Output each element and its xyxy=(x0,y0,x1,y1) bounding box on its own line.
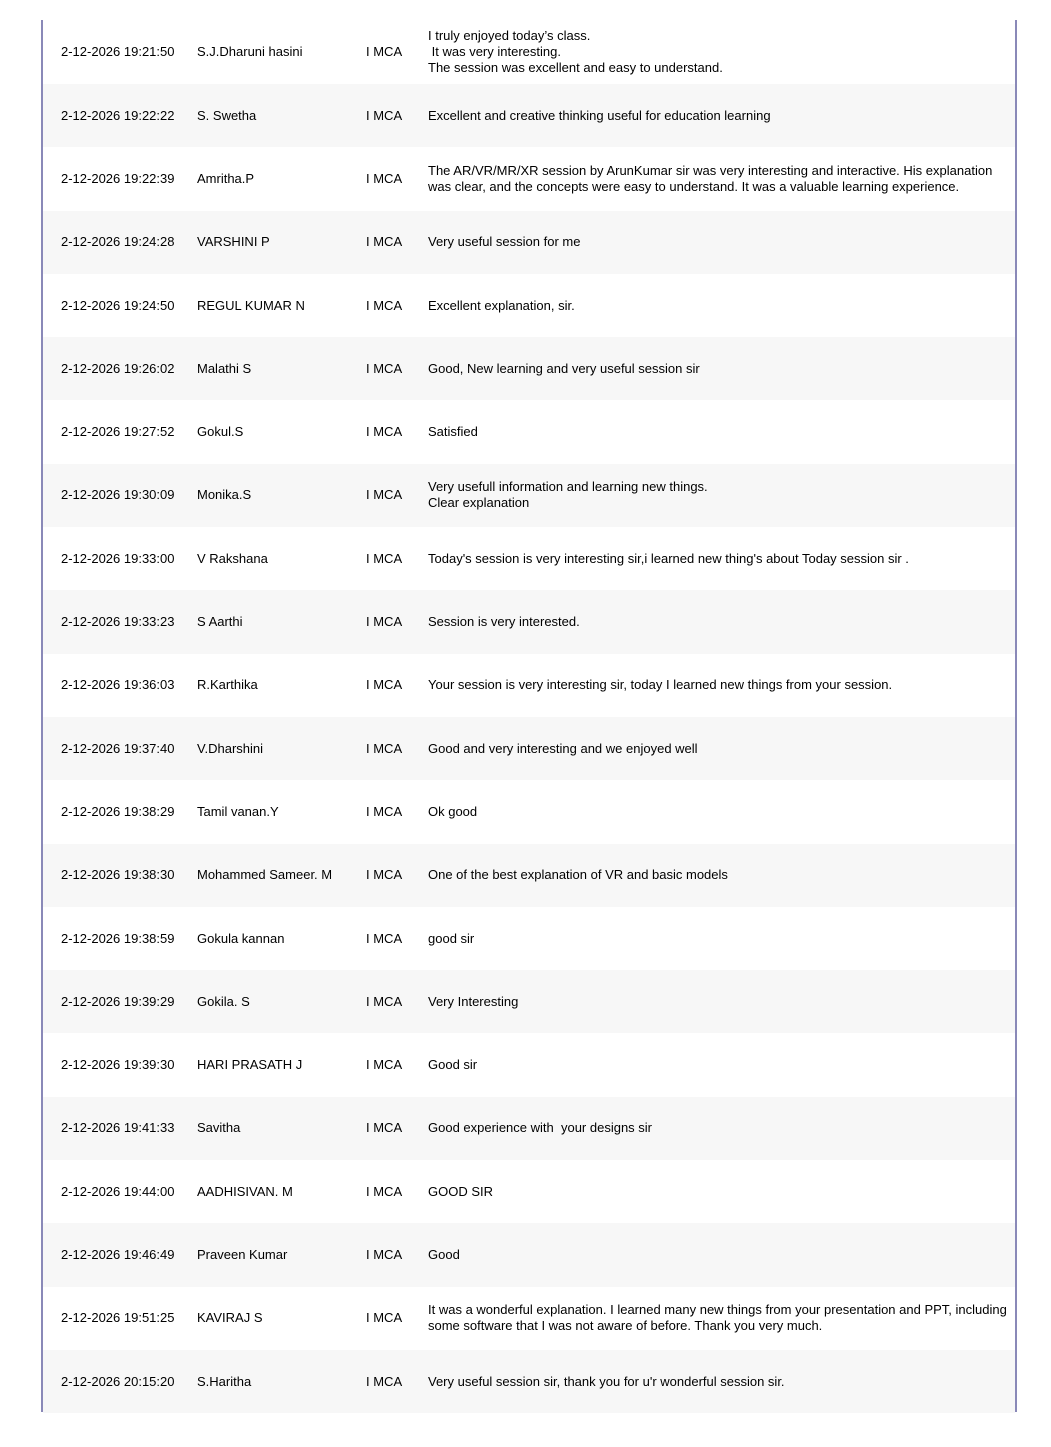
name-cell xyxy=(197,1350,367,1413)
timestamp-cell-text: 2-12-2026 19:39:29 xyxy=(61,993,175,1009)
timestamp-cell xyxy=(61,1287,201,1350)
timestamp-cell-text: 2-12-2026 19:33:00 xyxy=(61,550,175,566)
feedback-cell xyxy=(428,1033,1011,1096)
feedback-cell-text: Satisfied xyxy=(428,424,478,440)
class-cell-text: I MCA xyxy=(366,1120,403,1136)
feedback-cell-text: GOOD SIR xyxy=(428,1183,494,1199)
name-cell-text: Malathi S xyxy=(197,360,252,376)
table-row xyxy=(43,844,1015,907)
timestamp-cell-text: 2-12-2026 19:36:03 xyxy=(61,677,175,693)
feedback-cell-text: Very Interesting xyxy=(428,993,519,1009)
name-cell-text: S. Swetha xyxy=(197,107,257,123)
name-cell-text: V Rakshana xyxy=(197,550,268,566)
class-cell-text: I MCA xyxy=(366,1183,403,1199)
feedback-cell xyxy=(428,1160,1011,1223)
name-cell-text: HARI PRASATH J xyxy=(197,1057,303,1073)
feedback-cell xyxy=(428,211,1011,274)
feedback-cell xyxy=(428,400,1011,463)
class-cell-text: I MCA xyxy=(366,1057,403,1073)
timestamp-cell xyxy=(61,464,201,527)
timestamp-cell-text: 2-12-2026 20:15:20 xyxy=(61,1373,175,1389)
name-cell xyxy=(197,20,367,84)
table-row xyxy=(43,1097,1015,1160)
class-cell-text: I MCA xyxy=(366,234,403,250)
class-cell-text: I MCA xyxy=(366,487,403,503)
class-cell-text: I MCA xyxy=(366,803,403,819)
class-cell xyxy=(366,20,426,84)
table-row xyxy=(43,590,1015,653)
table-row xyxy=(43,717,1015,780)
timestamp-cell xyxy=(61,654,201,717)
feedback-cell-text: Your session is very interesting sir, today I learned new things from your session. xyxy=(428,677,893,693)
feedback-cell xyxy=(428,464,1011,527)
feedback-cell-text: Very usefull information and learning new things. Clear explanation xyxy=(428,479,708,511)
name-cell xyxy=(197,1160,367,1223)
class-cell xyxy=(366,1033,426,1096)
feedback-cell xyxy=(428,1097,1011,1160)
class-cell xyxy=(366,464,426,527)
feedback-cell xyxy=(428,907,1011,970)
feedback-cell xyxy=(428,654,1011,717)
timestamp-cell-text: 2-12-2026 19:30:09 xyxy=(61,487,175,503)
timestamp-cell xyxy=(61,844,201,907)
feedback-cell xyxy=(428,1287,1011,1350)
feedback-cell-text: Excellent explanation, sir. xyxy=(428,297,575,313)
timestamp-cell xyxy=(61,337,201,400)
feedback-cell-text: Very useful session sir, thank you for u'r wonderful session sir. xyxy=(428,1373,785,1389)
timestamp-cell xyxy=(61,970,201,1033)
class-cell-text: I MCA xyxy=(366,297,403,313)
class-cell xyxy=(366,844,426,907)
name-cell-text: AADHISIVAN. M xyxy=(197,1183,293,1199)
name-cell xyxy=(197,400,367,463)
name-cell xyxy=(197,337,367,400)
class-cell xyxy=(366,654,426,717)
feedback-cell xyxy=(428,20,1011,84)
feedback-cell-text: Very useful session for me xyxy=(428,234,581,250)
name-cell-text: Gokula kannan xyxy=(197,930,285,946)
timestamp-cell xyxy=(61,1223,201,1286)
feedback-cell xyxy=(428,590,1011,653)
timestamp-cell xyxy=(61,1160,201,1223)
timestamp-cell xyxy=(61,527,201,590)
timestamp-cell-text: 2-12-2026 19:38:29 xyxy=(61,803,175,819)
feedback-cell xyxy=(428,717,1011,780)
table-row xyxy=(43,20,1015,84)
name-cell xyxy=(197,1223,367,1286)
name-cell-text: Savitha xyxy=(197,1120,241,1136)
class-cell xyxy=(366,84,426,147)
timestamp-cell-text: 2-12-2026 19:37:40 xyxy=(61,740,175,756)
class-cell xyxy=(366,400,426,463)
name-cell-text: Tamil vanan.Y xyxy=(197,803,279,819)
name-cell-text: S.Haritha xyxy=(197,1373,252,1389)
feedback-cell xyxy=(428,844,1011,907)
feedback-cell xyxy=(428,527,1011,590)
timestamp-cell xyxy=(61,20,201,84)
timestamp-cell xyxy=(61,1097,201,1160)
timestamp-cell-text: 2-12-2026 19:41:33 xyxy=(61,1120,175,1136)
name-cell-text: KAVIRAJ S xyxy=(197,1310,263,1326)
class-cell-text: I MCA xyxy=(366,677,403,693)
name-cell xyxy=(197,1287,367,1350)
name-cell-text: V.Dharshini xyxy=(197,740,264,756)
table-row xyxy=(43,1223,1015,1286)
timestamp-cell-text: 2-12-2026 19:39:30 xyxy=(61,1057,175,1073)
class-cell xyxy=(366,1223,426,1286)
class-cell xyxy=(366,147,426,210)
class-cell-text: I MCA xyxy=(366,614,403,630)
feedback-cell xyxy=(428,1350,1011,1413)
timestamp-cell xyxy=(61,1350,201,1413)
class-cell xyxy=(366,1350,426,1413)
feedback-cell xyxy=(428,274,1011,337)
name-cell-text: Gokila. S xyxy=(197,993,250,1009)
name-cell xyxy=(197,780,367,843)
feedback-cell-text: good sir xyxy=(428,930,475,946)
class-cell-text: I MCA xyxy=(366,930,403,946)
timestamp-cell-text: 2-12-2026 19:44:00 xyxy=(61,1183,175,1199)
table-row xyxy=(43,464,1015,527)
name-cell xyxy=(197,907,367,970)
timestamp-cell xyxy=(61,274,201,337)
feedback-cell-text: Good sir xyxy=(428,1057,478,1073)
table-row xyxy=(43,84,1015,147)
class-cell xyxy=(366,274,426,337)
class-cell xyxy=(366,717,426,780)
table-row xyxy=(43,1287,1015,1350)
name-cell-text: R.Karthika xyxy=(197,677,258,693)
name-cell xyxy=(197,527,367,590)
class-cell xyxy=(366,780,426,843)
table-row xyxy=(43,970,1015,1033)
timestamp-cell-text: 2-12-2026 19:21:50 xyxy=(61,44,175,59)
class-cell-text: I MCA xyxy=(366,550,403,566)
name-cell xyxy=(197,717,367,780)
timestamp-cell-text: 2-12-2026 19:33:23 xyxy=(61,614,175,630)
table-row xyxy=(43,147,1015,210)
feedback-cell-text: Ok good xyxy=(428,803,478,819)
feedback-cell xyxy=(428,147,1011,210)
feedback-cell-text: The AR/VR/MR/XR session by ArunKumar sir was very interesting and interactive. His explanation was clear, and the concepts were easy to understand. It was a valuable learning experience. xyxy=(428,162,996,194)
table-row xyxy=(43,1160,1015,1223)
class-cell xyxy=(366,527,426,590)
name-cell-text: Amritha.P xyxy=(197,170,255,186)
timestamp-cell xyxy=(61,907,201,970)
class-cell xyxy=(366,1287,426,1350)
class-cell-text: I MCA xyxy=(366,1246,403,1262)
table-row xyxy=(43,907,1015,970)
timestamp-cell-text: 2-12-2026 19:38:30 xyxy=(61,867,175,883)
timestamp-cell-text: 2-12-2026 19:27:52 xyxy=(61,424,175,440)
table-row xyxy=(43,1033,1015,1096)
timestamp-cell-text: 2-12-2026 19:24:28 xyxy=(61,234,175,250)
name-cell xyxy=(197,211,367,274)
table-row xyxy=(43,527,1015,590)
name-cell-text: Mohammed Sameer. M xyxy=(197,867,333,883)
class-cell-text: I MCA xyxy=(366,1373,403,1389)
feedback-cell-text: Good experience with your designs sir xyxy=(428,1120,653,1136)
class-cell-text: I MCA xyxy=(366,107,403,123)
feedback-cell xyxy=(428,970,1011,1033)
feedback-cell xyxy=(428,84,1011,147)
timestamp-cell xyxy=(61,400,201,463)
name-cell xyxy=(197,1033,367,1096)
name-cell-text: VARSHINI P xyxy=(197,234,270,250)
feedback-cell-text: I truly enjoyed today’s class. It was very interesting. The session was excellent and easy to understand. xyxy=(428,28,723,75)
timestamp-cell xyxy=(61,84,201,147)
feedback-cell-text: Session is very interested. xyxy=(428,614,580,630)
table-row xyxy=(43,654,1015,717)
class-cell xyxy=(366,211,426,274)
feedback-cell-text: It was a wonderful explanation. I learned many new things from your presentation and PPT, including some software that I was not aware of before. Thank you very much. xyxy=(428,1302,1011,1334)
timestamp-cell-text: 2-12-2026 19:46:49 xyxy=(61,1246,175,1262)
name-cell-text: Praveen Kumar xyxy=(197,1246,288,1262)
class-cell-text: I MCA xyxy=(366,867,403,883)
class-cell xyxy=(366,1160,426,1223)
table-row xyxy=(43,400,1015,463)
timestamp-cell xyxy=(61,211,201,274)
table-row xyxy=(43,211,1015,274)
name-cell xyxy=(197,844,367,907)
class-cell-text: I MCA xyxy=(366,740,403,756)
name-cell-text: Gokul.S xyxy=(197,424,244,440)
timestamp-cell xyxy=(61,590,201,653)
name-cell xyxy=(197,1097,367,1160)
class-cell xyxy=(366,590,426,653)
name-cell xyxy=(197,590,367,653)
feedback-table xyxy=(41,20,1017,1412)
feedback-cell xyxy=(428,780,1011,843)
timestamp-cell-text: 2-12-2026 19:22:39 xyxy=(61,170,175,186)
class-cell-text: I MCA xyxy=(366,993,403,1009)
feedback-cell-text: One of the best explanation of VR and basic models xyxy=(428,867,728,883)
timestamp-cell xyxy=(61,717,201,780)
class-cell xyxy=(366,1097,426,1160)
name-cell-text: S Aarthi xyxy=(197,614,243,630)
class-cell xyxy=(366,907,426,970)
name-cell xyxy=(197,464,367,527)
name-cell xyxy=(197,147,367,210)
class-cell-text: I MCA xyxy=(366,170,403,186)
timestamp-cell xyxy=(61,780,201,843)
timestamp-cell-text: 2-12-2026 19:38:59 xyxy=(61,930,175,946)
feedback-cell-text: Excellent and creative thinking useful for education learning xyxy=(428,107,771,123)
table-row xyxy=(43,1350,1015,1413)
feedback-cell-text: Good xyxy=(428,1246,460,1262)
class-cell-text: I MCA xyxy=(366,360,403,376)
name-cell-text: Monika.S xyxy=(197,487,252,503)
class-cell xyxy=(366,970,426,1033)
name-cell xyxy=(197,654,367,717)
name-cell xyxy=(197,970,367,1033)
class-cell xyxy=(366,337,426,400)
timestamp-cell-text: 2-12-2026 19:26:02 xyxy=(61,360,175,376)
name-cell xyxy=(197,84,367,147)
class-cell-text: I MCA xyxy=(366,44,403,59)
table-row xyxy=(43,337,1015,400)
feedback-cell-text: Good, New learning and very useful session sir xyxy=(428,360,700,376)
timestamp-cell-text: 2-12-2026 19:22:22 xyxy=(61,107,175,123)
timestamp-cell xyxy=(61,1033,201,1096)
timestamp-cell-text: 2-12-2026 19:51:25 xyxy=(61,1310,175,1326)
class-cell-text: I MCA xyxy=(366,424,403,440)
name-cell xyxy=(197,274,367,337)
feedback-cell xyxy=(428,337,1011,400)
feedback-cell xyxy=(428,1223,1011,1286)
name-cell-text: S.J.Dharuni hasini xyxy=(197,44,303,59)
timestamp-cell-text: 2-12-2026 19:24:50 xyxy=(61,297,175,313)
feedback-cell-text: Today's session is very interesting sir,i learned new thing's about Today session sir . xyxy=(428,550,909,566)
name-cell-text: REGUL KUMAR N xyxy=(197,297,305,313)
table-row xyxy=(43,274,1015,337)
timestamp-cell xyxy=(61,147,201,210)
class-cell-text: I MCA xyxy=(366,1310,403,1326)
table-row xyxy=(43,780,1015,843)
feedback-cell-text: Good and very interesting and we enjoyed well xyxy=(428,740,698,756)
